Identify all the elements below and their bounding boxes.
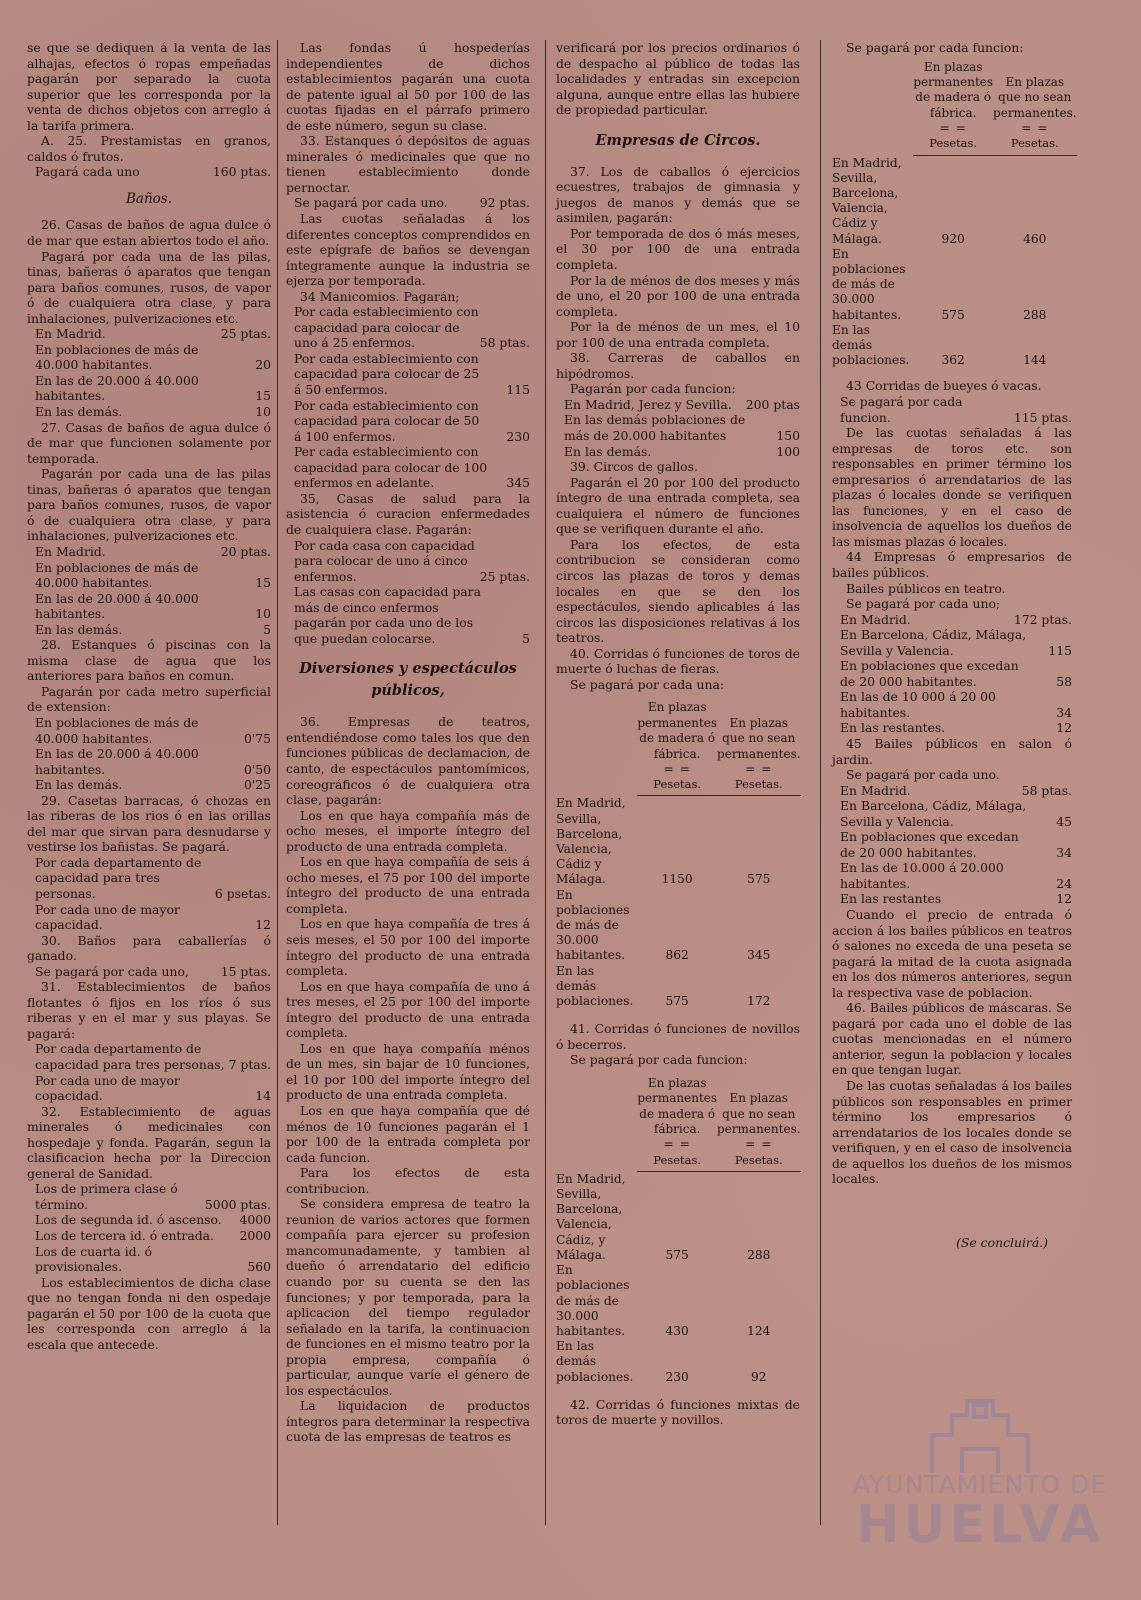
section-heading-diversiones: Diversiones y espectáculos públicos, [299, 660, 517, 700]
rate-row [286, 304, 530, 351]
unit-label: Pesetas. [993, 136, 1077, 155]
rate-label: En las demás. [35, 404, 123, 420]
rate-value: 150 [776, 428, 800, 444]
paragraph: Cuando el precio de entrada ó accion á los bailes públicos en teatros ó salones no exceda de una peseta se pagará la mitad de la cuota asignada en los dos números anteriores, segun la respectiva vase de poblacion. [832, 907, 1072, 1000]
rate-value: 345 [506, 475, 530, 491]
paragraph: Los establecimientos de dicha clase que no tengan fonda ni den ospedaje pagarán el 50 por 100 de la cuota que les corresponda con arreglo á la escala que antecede. [27, 1274, 271, 1352]
row-label: En Madrid, Sevilla, Barcelona, Valencia, Cádiz y Málaga. [832, 155, 902, 246]
column-1 [27, 40, 271, 1352]
paragraph: Pagará por cada una de las pilas, tinas, bañeras ó aparatos que tengan para baños comunes, rusos, de vapor ó de cualquiera otra clase, y para inhalaciones, pulverizaciones etc. [27, 248, 271, 326]
item-46: 46. Bailes públicos de máscaras. Se pagará por cada uno el doble de las cuotas mencionadas en el número anterior, segun la poblacion y locales en que tengan lugar. [832, 1000, 1072, 1078]
rate-label: En Barcelona, Cádiz, Málaga, Sevilla y Valencia. [840, 798, 1027, 829]
paragraph: Pagarán por cada funcion: [570, 381, 736, 397]
row-label: En las demás poblaciones. [556, 1339, 634, 1384]
rate-value: 172 ptas. [1013, 611, 1072, 627]
item-27: 27. Casas de baños de agua dulce ó de mar que funcionen solamente por temporada. [27, 419, 271, 466]
fee-value: 144 [1023, 353, 1047, 368]
rate-label: En Madrid. [840, 611, 911, 627]
item-45: 45 Bailes públicos en salon ó jardin. [832, 736, 1072, 767]
fee-value: 345 [747, 948, 771, 963]
rate-row [286, 398, 530, 445]
rate-row [27, 1181, 271, 1212]
rate-table [832, 783, 1072, 907]
fee-value: 172 [747, 994, 771, 1008]
rate-row [27, 1073, 271, 1104]
rate-row [27, 404, 271, 420]
paragraph: verificará por los precios ordinarios ó de despacho al público de todas las localidades y entradas sin excepcion alguna, aunque entre ellas las hubiere de propiedad particular. [556, 40, 800, 118]
fee-value: 288 [1023, 307, 1047, 322]
rate-label: Por cada casa con capacidad para colocar de uno á cinco enfermos. [294, 537, 475, 584]
fee-value: 430 [665, 1323, 689, 1338]
table-header [832, 60, 1077, 122]
rate-label: Los de cuarta id. ó provisionales. [35, 1243, 152, 1275]
item-37: 37. Los de caballos ó ejercicios ecuestres, trabajos de gimnasia y juegos de manos y demás que se asimilen, pagarán: [556, 163, 800, 226]
paragraph: Se pagará por cada uno; [846, 596, 1001, 612]
rate-label: En las de 10 000 á 20 00 habitantes. [840, 689, 996, 720]
ditto-mark: = = [745, 1137, 773, 1152]
rate-row [27, 373, 271, 404]
paragraph: La liquidacion de productos íntegros para determinar la respectiva cuota de las empresas de teatros es [286, 1398, 530, 1445]
paragraph: De las cuotas señaladas á los bailes públicos son responsables en primer término los empresarios ó arrendatarios de los locales donde se verifiquen, y en el caso de insolvencia de aquellos los dueños de los mismos locales. [832, 1078, 1072, 1187]
paragraph: Para los efectos, de esta contribucion se consideran como circos las plazas de toros y demas locales en que se den los espectáculos, siendo aplicables á las circos las disposiciones relativas á los teatros. [556, 536, 800, 646]
rate-value: 12 [255, 917, 271, 933]
rate-row [832, 658, 1072, 689]
rate-table [27, 855, 271, 933]
column-header: En plazas permanentes de madera ó fábrica. [637, 700, 718, 761]
rate-value: 15 [255, 388, 271, 404]
fee-value: 920 [941, 231, 965, 246]
watermark-line2: HUELVA [855, 1495, 1105, 1555]
table-row [556, 796, 801, 887]
column-4 [832, 40, 1077, 1250]
rate-row [286, 538, 530, 585]
rate-label: Por cada departamento de capacidad para tres personas, [35, 1041, 225, 1072]
rate-table [556, 397, 800, 459]
rate-value: 15 ptas. [220, 963, 271, 979]
rate-label: En las de 20.000 á 40.000 habitantes. [35, 590, 199, 622]
rate-row [286, 584, 530, 646]
table-header [832, 136, 1077, 155]
rate-label: En poblaciones de más de 40.000 habitantes. [35, 714, 199, 746]
rate-value: 560 [247, 1259, 271, 1275]
column-3 [556, 40, 800, 1428]
rate-value: 10 [255, 606, 271, 622]
rate-row [27, 964, 271, 980]
rate-value: 4000 [239, 1212, 271, 1228]
rate-row [27, 1041, 271, 1072]
paragraph: Las fondas ú hospederías independientes de dichos establecimientos pagarán una cuota de patente igual al 50 por 100 de las cuotas fijadas en el párrafo primero de este número, segun su clase. [286, 40, 530, 133]
rate-table [27, 544, 271, 637]
ditto-mark: = = [1021, 121, 1049, 136]
rate-table [27, 1041, 271, 1103]
row-label: En poblaciones de más de 30.000 habitantes. [556, 1263, 630, 1338]
rate-label: En las demás. [35, 777, 123, 793]
rate-row [286, 351, 530, 398]
table-row [832, 247, 1077, 323]
rate-row [27, 164, 271, 180]
rate-label: En las de 10.000 á 20.000 habitantes. [840, 860, 1004, 891]
unit-label: Pesetas. [717, 777, 801, 796]
rate-label: Por cada uno de mayor capacidad. [35, 901, 180, 933]
row-label: En poblaciones de más de 30.000 habitantes. [556, 887, 630, 963]
rate-label: En Madrid. [35, 543, 106, 559]
rate-label: En las de 20.000 á 40.000 habitantes. [35, 746, 199, 777]
column-2 [286, 40, 530, 1445]
paragraph: Por temporada de dos ó más meses, el 30 por 100 de una entrada completa. [556, 225, 800, 273]
rate-value: 20 ptas. [220, 543, 271, 559]
row-label: En las demás poblaciones. [556, 963, 634, 1008]
rate-row [27, 342, 271, 373]
rate-table [27, 1181, 271, 1274]
row-label: En poblaciones de más de 30.000 habitantes. [832, 246, 906, 322]
rate-row [832, 783, 1072, 799]
rate-label: Se pagará por cada uno, [35, 963, 189, 979]
rate-value: 5000 ptas. [204, 1196, 271, 1212]
item-26: 26. Casas de baños de agua dulce ó de mar que estan abiertos todo el año. [27, 217, 271, 249]
item-35: 35, Casas de salud para la asistencia ó curacion enfermedades de cualquiera clase. Pagarán: [286, 490, 530, 537]
fee-value: 92 [751, 1369, 767, 1384]
paragraph: Se pagará por cada funcion: [846, 40, 1024, 55]
rate-value: 15 [255, 575, 271, 591]
rate-label: En las demás. [564, 443, 652, 459]
fee-value: 862 [665, 948, 689, 963]
fee-value: 1150 [661, 872, 693, 887]
table-header [556, 762, 801, 777]
item-43: 43 Corridas de bueyes ó vacas. [846, 378, 1042, 394]
row-label: En Madrid, Sevilla, Barcelona, Valencia, Cádiz y Málaga. [556, 796, 626, 887]
paragraph: Para los efectos de esta contribucion. [286, 1165, 530, 1196]
rate-row [832, 689, 1072, 720]
rate-value: 10 [255, 404, 271, 420]
item-25: A. 25. Prestamistas en granos, caldos ó frutos. [27, 133, 271, 164]
item-30: 30. Baños para caballerías ó ganado. [27, 932, 271, 964]
rate-value: 0'50 [243, 761, 271, 777]
rate-label: Se pagará por cada funcion. [840, 393, 963, 425]
column-header: En plazas que no sean permanentes. [717, 715, 801, 761]
table-header [556, 1076, 801, 1138]
rate-label: Los de primera clase ó término. [35, 1181, 178, 1212]
fee-value: 460 [1023, 231, 1047, 246]
rate-row [556, 412, 800, 443]
rate-label: En poblaciones que excedan de 20 000 habitantes. [840, 658, 1019, 689]
paragraph: Los en que haya compañía de uno á tres meses, el 25 por 100 del importe íntegro del producto de una entrada completa. [286, 978, 530, 1041]
rate-row [27, 544, 271, 560]
rate-value: 25 ptas. [220, 326, 271, 342]
fee-value: 575 [941, 307, 965, 322]
rate-value: 5 [522, 630, 530, 646]
rate-row [832, 394, 1072, 425]
rate-value: 100 [776, 443, 800, 459]
item-39: 39. Circos de gallos. [570, 459, 698, 475]
table-row [832, 156, 1077, 247]
rate-value: 92 ptas. [479, 195, 530, 211]
rate-label: En Madrid. [35, 326, 106, 342]
column-rule [277, 40, 278, 1525]
table-row [556, 964, 801, 1010]
section-heading-circos: Empresas de Circos. [595, 131, 761, 149]
rate-row [832, 860, 1072, 891]
paragraph: Por la de ménos de un mes, el 10 por 100 de una entrada completa. [556, 319, 800, 350]
paragraph: Pagarán por cada metro superficial de extension: [27, 683, 271, 715]
item-33: 33. Estanques ó depósitos de aguas minerales ó medicinales que que no tienen establecimiento donde pernoctar. [286, 133, 530, 195]
rate-label: En las restantes [840, 891, 942, 907]
fee-table-41 [556, 1076, 801, 1385]
paragraph: Las cuotas señaladas á los diferentes conceptos comprendidos en este epígrafe de baños se devengan íntegramente aunque la industria se ejerza por temporada. [286, 211, 530, 289]
item-32: 32. Establecimiento de aguas minerales ó medicinales con hospedaje y fonda. Pagarán, segun la clasificacion hecha por la Direccion general de Sanidad. [27, 1103, 271, 1181]
unit-label: Pesetas. [637, 777, 717, 796]
rate-value: 25 ptas. [479, 568, 530, 584]
rate-row [832, 720, 1072, 736]
rate-label: Pagará cada uno [35, 164, 140, 180]
rate-row [27, 1212, 271, 1228]
rate-label: En Madrid, Jerez y Sevilla. [564, 396, 732, 412]
rate-label: Por cada establecimiento con capacidad para colocar de 50 á 100 enfermos. [294, 397, 480, 444]
item-34: 34 Manicomios. Pagarán; [300, 288, 460, 304]
table-header [556, 1137, 801, 1152]
rate-label: En las demás poblaciones de más de 20.000 habitantes [564, 412, 746, 444]
rate-row [27, 855, 271, 902]
table-body [556, 796, 801, 1009]
item-42: 42. Corridas ó funciones mixtas de toros de muerte y novillos. [556, 1396, 800, 1428]
table-row [832, 323, 1077, 369]
rate-row [27, 746, 271, 777]
rate-label: Por cada uno de mayor copacidad. [35, 1072, 180, 1104]
rate-value: 115 [506, 382, 530, 398]
paragraph: Pagarán el 20 por 100 del producto íntegro de una entrada completa, sea cualquiera el número de funciones que se verifiquen durante el año. [556, 474, 800, 537]
rate-value: 45 [1056, 813, 1072, 829]
table-header [556, 1153, 801, 1172]
table-row [556, 1263, 801, 1339]
rate-label: Per cada establecimiento con capacidad para colocar de 100 enfermos en adelante. [294, 444, 488, 491]
rate-value: 58 [1056, 673, 1072, 689]
fee-table-42 [832, 60, 1077, 369]
rate-row [832, 627, 1072, 658]
rate-label: Los de segunda id. ó ascenso. [35, 1212, 222, 1228]
rate-row [556, 397, 800, 413]
rate-table [286, 304, 530, 491]
archive-watermark [850, 1395, 1110, 1565]
rate-label: Se pagará por cada uno. [294, 195, 448, 211]
rate-value: 0'25 [243, 777, 271, 793]
rate-row [286, 444, 530, 491]
rate-value: 14 [255, 1088, 271, 1104]
rate-table [27, 326, 271, 419]
fee-value: 575 [747, 872, 771, 887]
paragraph: Pagarán por cada una de las pilas tinas, bañeras ó aparatos que tengan para baños comunes, rusos, de vapor ó de cualquiera otra clase, y para inhalaciones, pulverizaciones etc. [27, 466, 271, 544]
rate-row [27, 777, 271, 793]
column-header: En plazas permanentes de madera ó fábrica. [637, 1075, 718, 1137]
fee-value: 575 [665, 1247, 689, 1262]
unit-label: Pesetas. [637, 1153, 717, 1172]
rate-value: 160 ptas. [212, 164, 271, 180]
rate-label: Las casas con capacidad para más de cinco enfermos pagarán por cada uno de los que puedan colocarse. [294, 584, 481, 646]
paragraph: se que se dediquen á la venta de las alhajas, efectos ó ropas empeñadas pagarán por separado la cuota superior que les corresponda por la venta de dichos objetos con arreglo á la tarifa primera. [27, 40, 271, 133]
rate-row [27, 560, 271, 591]
column-rule [545, 40, 546, 1525]
rate-row [832, 798, 1072, 829]
rate-value: 24 [1056, 875, 1072, 891]
unit-label: Pesetas. [913, 136, 993, 155]
rate-value: 115 ptas. [1013, 409, 1072, 425]
column-header: En plazas que no sean permanentes. [717, 1091, 801, 1137]
table-header [832, 121, 1077, 136]
item-31: 31. Establecimientos de baños flotantes ó fijos en los ríos ó sus riberas y en el mar y sus playas. Se pagará: [27, 979, 271, 1041]
fee-value: 124 [747, 1323, 771, 1338]
rate-value: 12 [1056, 891, 1072, 907]
fee-value: 288 [747, 1247, 771, 1262]
rate-label: En poblaciones de más de 40.000 habitantes. [35, 341, 199, 373]
fee-table-40 [556, 700, 801, 1009]
rate-row [556, 444, 800, 460]
row-label: En las demás poblaciones. [832, 322, 910, 368]
row-label: En Madrid, Sevilla, Barcelona, Valencia, Cádiz, y Málaga. [556, 1171, 626, 1262]
paragraph: Se pagará por cada uno. [846, 767, 1000, 783]
rate-label: Por cada establecimiento con capacidad para colocar de 25 á 50 enfermos. [294, 350, 480, 398]
paragraph: Por la de ménos de dos meses y más de uno, el 20 por 100 de una entrada completa. [556, 272, 800, 319]
section-heading-banos: Baños. [125, 190, 172, 207]
table-body [832, 156, 1077, 369]
rate-row [27, 326, 271, 342]
fee-value: 362 [941, 353, 965, 368]
rate-value: 115 [1048, 642, 1072, 658]
paragraph: Los en que haya compañía más de ocho meses, el importe íntegro del producto de una entrada completa. [286, 807, 530, 854]
table-row [556, 1339, 801, 1385]
watermark-line1: AYUNTAMIENTO DE [852, 1470, 1108, 1499]
paragraph: Los en que haya compañía de tres á seis meses, el 50 por 100 del importe íntegro del producto de una entrada completa. [286, 916, 530, 979]
rate-row [27, 715, 271, 746]
rate-label: En Madrid. [840, 782, 911, 798]
item-38: 38. Carreras de caballos en hipódromos. [556, 350, 800, 381]
item-29: 29. Casetas barracas, ó chozas en las riberas de los rios ó en las orillas del mar que sirvan para desnudarse y vestirse los bañistas. Se pagará. [27, 792, 271, 855]
rate-label: En poblaciones que excedan de 20 000 habitantes. [840, 829, 1019, 860]
continued-note: (Se concluirá.) [956, 1234, 1048, 1250]
rate-row [27, 1244, 271, 1275]
paragraph: Bailes públicos en teatro. [846, 580, 1006, 596]
rate-row [27, 622, 271, 638]
rate-row [27, 902, 271, 933]
item-44: 44 Empresas ó empresarios de bailes públicos. [832, 549, 1072, 580]
rate-value: 7 ptas. [228, 1057, 271, 1072]
rate-label: Por cada departamento de capacidad para tres personas. [35, 854, 202, 901]
rate-label: En Barcelona, Cádiz, Málaga, Sevilla y Valencia. [840, 627, 1027, 658]
rate-value: 5 [263, 621, 271, 637]
rate-table [286, 538, 530, 647]
fee-value: 575 [665, 994, 689, 1008]
paragraph: De las cuotas señaladas á las empresas de toros etc. son responsables en primer término los empresarios ó arrendatarios de las plazas ó locales donde se verifiquen las funciones, y en el caso de insolvencia de aquellos los dueños de las mismas plazas ó locales. [832, 425, 1072, 549]
rate-value: 6 psetas. [214, 885, 271, 901]
item-40: 40. Corridas ó funciones de toros de muerte ó luchas de fieras. [556, 645, 800, 677]
rate-value: 12 [1056, 720, 1072, 736]
rate-row [27, 591, 271, 622]
item-41: 41. Corridas ó funciones de novillos ó becerros. [556, 1021, 800, 1052]
unit-label: Pesetas. [717, 1153, 801, 1172]
rate-label: Por cada establecimiento con capacidad para colocar de uno á 25 enfermos. [294, 304, 479, 351]
ditto-mark: = = [663, 761, 691, 776]
rate-table [832, 612, 1072, 736]
rate-label: Los de tercera id. ó entrada. [35, 1228, 214, 1244]
column-header: En plazas permanentes de madera ó fábrica. [913, 59, 994, 120]
rate-label: En las restantes. [840, 720, 946, 736]
table-row [556, 1172, 801, 1263]
ditto-mark: = = [663, 1137, 691, 1152]
table-header [556, 777, 801, 796]
ditto-mark: = = [939, 121, 967, 136]
ditto-mark: = = [745, 761, 773, 776]
rate-label: En las de 20.000 á 40.000 habitantes. [35, 372, 199, 404]
rate-value: 58 ptas. [479, 335, 530, 351]
paragraph: Se considera empresa de teatro la reunion de varios actores que formen compañía para ejercer su profesion mancomunadamente, y tambien al dueño ó arrendatario del edificio cuando por su cuenta se den las funciones; y por temporada, para la aplicacion del tiempo regulador señalado en la tarifa, la continuacion de funciones en el mismo teatro por la propia empresa, compañía ó particular, aunque varíe el género de los espectáculos. [286, 1196, 530, 1398]
table-header [556, 700, 801, 762]
item-36: 36. Empresas de teatros, entendiéndose como tales los que den funciones públicas de declamacion, de canto, de espectáculos pantomímicos, coreográficos ó de cualquiera otra clase, pagarán: [286, 714, 530, 808]
paragraph: Se pagará por cada funcion: [570, 1052, 748, 1068]
rate-row [832, 829, 1072, 860]
fee-value: 230 [665, 1369, 689, 1384]
item-28: 28. Estanques ó piscinas con la misma clase de agua que los anteriores para baños en comun. [27, 637, 271, 684]
rate-row [286, 195, 530, 211]
paragraph: Se pagará por cada una: [570, 676, 725, 692]
rate-label: En poblaciones de más de 40.000 habitantes. [35, 559, 199, 591]
rate-value: 0'75 [243, 730, 271, 746]
paragraph: Los en que haya compañía ménos de un mes, sin bajar de 10 funciones, el 10 por 100 del importe íntegro del producto de una entrada completa. [286, 1040, 530, 1103]
rate-row [27, 1228, 271, 1244]
paragraph: Los en que haya compañía que dé ménos de 10 funciones pagarán el 1 por 100 de la entrada completa por cada funcion. [286, 1103, 530, 1165]
rate-value: 20 [255, 357, 271, 373]
rate-value: 34 [1056, 704, 1072, 720]
rate-value: 58 ptas. [1021, 782, 1072, 798]
table-body [556, 1172, 801, 1385]
rate-value: 34 [1056, 844, 1072, 860]
column-header: En plazas que no sean permanentes. [993, 74, 1077, 120]
paragraph: Los en que haya compañía de seis á ocho meses, el 75 por 100 del importe íntegro del producto de una entrada completa. [286, 854, 530, 916]
rate-row [832, 612, 1072, 628]
crest-icon [922, 1395, 1038, 1475]
rate-value: 2000 [239, 1228, 271, 1244]
rate-label: En las demás. [35, 621, 123, 637]
rate-value: 230 [506, 428, 530, 444]
rate-value: 200 ptas [745, 396, 800, 412]
column-rule [820, 40, 821, 1525]
table-row [556, 888, 801, 964]
rate-row [832, 891, 1072, 907]
rate-table [27, 715, 271, 793]
